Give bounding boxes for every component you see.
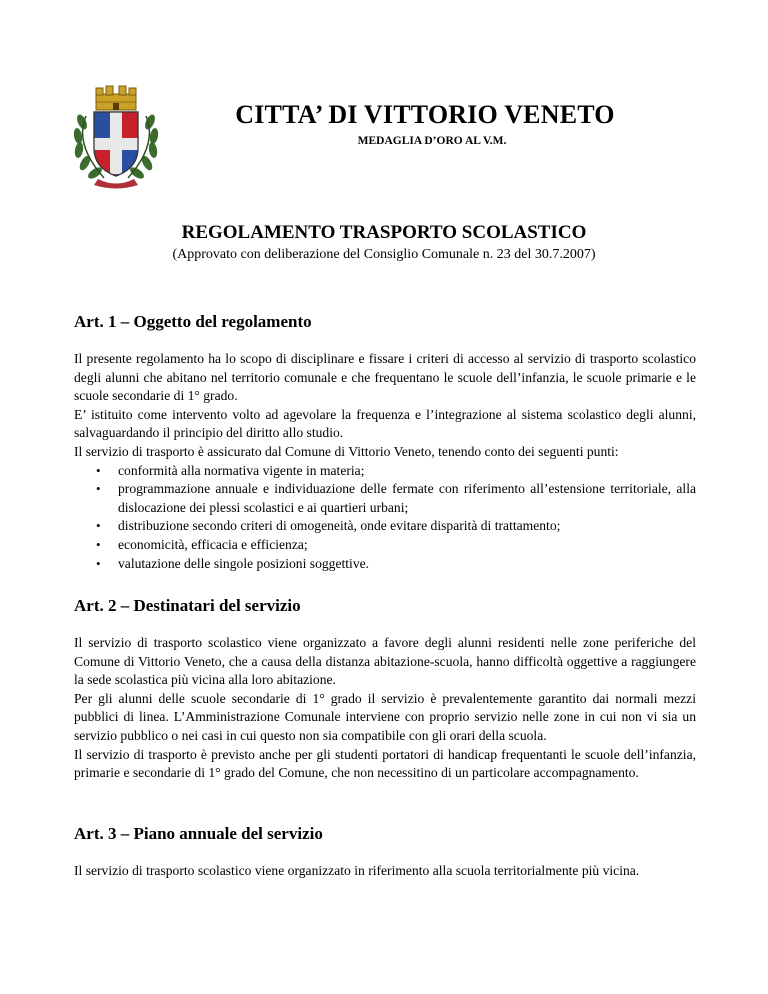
article-paragraph: E’ istituito come intervento volto ad agevolare la frequenza e l’integrazione al sistema scolastico degli alunni, salvaguardando il principio del diritto allo studio. [74, 406, 696, 441]
shield-icon [94, 112, 138, 176]
list-item: • economicità, efficacia e efficienza; [74, 536, 696, 555]
city-title: CITTA’ DI VITTORIO VENETO [235, 100, 615, 129]
article-heading: Art. 2 – Destinatari del servizio [74, 596, 301, 615]
article-heading: Art. 3 – Piano annuale del servizio [74, 824, 323, 843]
article-1 [74, 312, 696, 573]
criteria-list [74, 462, 696, 574]
regulation-title: REGOLAMENTO TRASPORTO SCOLASTICO [181, 222, 587, 243]
list-item: • programmazione annuale e individuazione delle fermate con riferimento all’estensione territoriale, alla dislocazione dei plessi scolastici e ai quartieri urbani; [74, 480, 696, 517]
list-item: • conformità alla normativa vigente in materia; [74, 462, 696, 481]
mural-crown-icon [96, 86, 136, 110]
list-item: • valutazione delle singole posizioni soggettive. [74, 555, 696, 574]
article-paragraph: Il presente regolamento ha lo scopo di disciplinare e fissare i criteri di accesso al servizio di trasporto scolastico degli alunni che abitano nel territorio comunale e che frequentano le scuole dell’infanzia, le scuole primarie e le scuole secondarie di 1° grado. [74, 351, 696, 404]
article-paragraph: Per gli alunni delle scuole secondarie di 1° grado il servizio è prevalentemente garantito dai normali mezzi pubblici di linea. L’Amministrazione Comunale interviene con proprio servizio nelle zone in cui non vi sia un servizio pubblico o nei casi in cui questo non sia compatibile con gli orari della scuola. [74, 690, 696, 743]
regulation-approval: (Approvato con deliberazione del Consiglio Comunale n. 23 del 30.7.2007) [172, 247, 596, 262]
article-paragraph: Il servizio di trasporto è previsto anche per gli studenti portatori di handicap frequentanti le scuole dell’infanzia, primarie e secondarie di 1° grado del Comune, che non necessitino di un particolare accompagnamento. [74, 746, 696, 781]
article-paragraph: Il servizio di trasporto scolastico viene organizzato a favore degli alunni residenti nelle zone periferiche del Comune di Vittorio Veneto, che a causa della distanza abitazione-scuola, hanno difficoltà oggettive a raggiungere la sede scolastica più vicina alla loro abitazione. [74, 635, 696, 688]
city-crest-logo [68, 82, 164, 190]
article-3 [74, 824, 696, 881]
article-heading: Art. 1 – Oggetto del regolamento [74, 312, 312, 331]
city-subtitle: MEDAGLIA D’ORO AL V.M. [357, 135, 507, 147]
article-paragraph: Il servizio di trasporto scolastico viene organizzato in riferimento alla scuola territorialmente più vicina. [74, 863, 640, 878]
list-item: • distribuzione secondo criteri di omogeneità, onde evitare disparità di trattamento; [74, 517, 696, 536]
article-paragraph: Il servizio di trasporto è assicurato dal Comune di Vittorio Veneto, tenendo conto dei seguenti punti: [74, 443, 619, 459]
ribbon-icon [94, 179, 138, 189]
article-2 [74, 596, 696, 783]
